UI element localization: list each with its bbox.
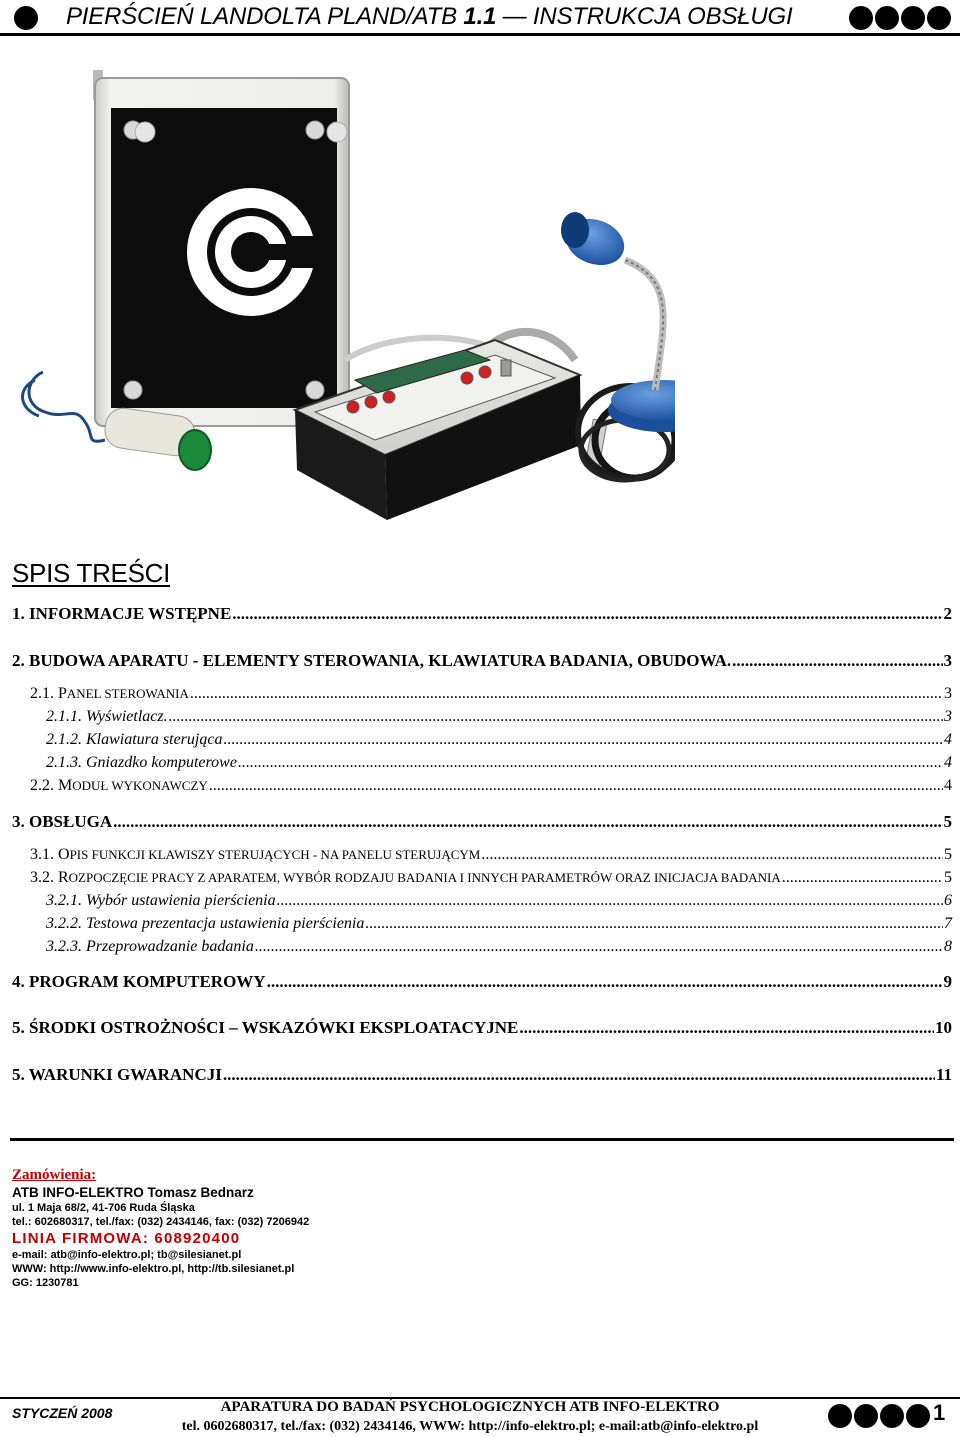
toc-dot-leader xyxy=(732,651,942,671)
toc-entry[interactable] xyxy=(46,938,952,956)
header-title-version: 1.1 xyxy=(463,3,497,30)
toc-entry-page: 5 xyxy=(944,869,952,886)
toc-dot-leader xyxy=(782,869,943,887)
toc-dot-leader xyxy=(481,846,943,864)
toc-entry-label: 4. PROGRAM KOMPUTEROWY xyxy=(12,972,266,991)
toc-entry-number: 3.1. O xyxy=(30,846,70,863)
toc-entry-title: ODUŁ WYKONAWCZY xyxy=(72,778,208,793)
toc-dot-leader xyxy=(238,754,943,772)
toc-dot-leader xyxy=(267,972,943,992)
toc-entry-page: 8 xyxy=(944,938,952,955)
toc-entry-number: 3.2. R xyxy=(30,869,69,886)
toc-entry-page: 11 xyxy=(935,1065,952,1084)
toc-entry-title: ANEL STEROWANIA xyxy=(66,686,189,701)
toc-entry[interactable] xyxy=(46,892,952,910)
toc-entry-page: 5 xyxy=(944,846,952,863)
bullet-dot-icon xyxy=(880,1404,904,1428)
toc-dot-leader xyxy=(232,604,942,624)
toc-entry-label: 2.1.1. Wyświetlacz. xyxy=(46,708,168,725)
contact-divider xyxy=(10,1138,954,1141)
orders-label: Zamówienia: xyxy=(12,1167,97,1183)
header-title-suffix: — INSTRUKCJA OBSŁUGI xyxy=(496,3,793,30)
toc-dot-leader xyxy=(255,938,943,956)
bullet-dot-icon xyxy=(828,1404,852,1428)
toc-dot-leader xyxy=(365,915,943,933)
toc-entry-label: 3.2.2. Testowa prezentacja ustawienia pierścienia xyxy=(46,915,365,932)
toc-entry-label xyxy=(30,685,189,703)
toc-entry-label: 3. OBSŁUGA xyxy=(12,812,113,831)
toc-entry-label xyxy=(30,846,480,864)
toc-entry-number: 2.1. P xyxy=(30,685,67,702)
bullet-dot-icon xyxy=(906,1404,930,1428)
company-gg: GG: 1230781 xyxy=(12,1277,79,1289)
toc-entry[interactable] xyxy=(30,846,952,864)
toc-entry-title: OZPOCZĘCIE PRACY Z APARATEM, WYBÓR RODZAJU BADANIA I INNYCH PARAMETRÓW ORAZ INICJACJA BADANIA xyxy=(68,870,781,885)
company-address: ul. 1 Maja 68/2, 41-706 Ruda Śląska xyxy=(12,1202,195,1214)
toc-entry-page: 9 xyxy=(943,972,952,991)
header-divider xyxy=(0,33,960,36)
toc-entry[interactable] xyxy=(12,1018,952,1038)
toc-entry[interactable] xyxy=(12,651,952,671)
toc-entry-label: 3.2.1. Wybór ustawienia pierścienia xyxy=(46,892,276,909)
toc-entry-page: 5 xyxy=(943,812,952,831)
toc-dot-leader xyxy=(209,777,943,795)
toc-entry-label: 3.2.3. Przeprowadzanie badania xyxy=(46,938,254,955)
toc-entry[interactable] xyxy=(12,972,952,992)
header-title xyxy=(66,3,792,31)
bullet-dot-icon xyxy=(849,6,873,30)
toc-dot-leader xyxy=(113,812,942,832)
company-hotline: LINIA FIRMOWA: 608920400 xyxy=(12,1230,241,1247)
toc-entry-page: 4 xyxy=(944,731,952,748)
footer-line-company: APARATURA DO BADAŃ PSYCHOLOGICZNYCH ATB INFO-ELEKTRO xyxy=(220,1399,720,1415)
footer-info xyxy=(140,1398,800,1436)
footer-dots xyxy=(828,1404,930,1428)
company-phones: tel.: 602680317, tel./fax: (032) 2434146, fax: (032) 7206942 xyxy=(12,1216,310,1228)
toc-entry-number: 2.2. M xyxy=(30,777,73,794)
toc-entry[interactable] xyxy=(12,812,952,832)
bullet-dot-icon xyxy=(854,1404,878,1428)
toc-entry-label xyxy=(30,869,781,887)
toc-entry-label: 2.1.3. Gniazdko komputerowe xyxy=(46,754,237,771)
toc-entry-label: 5. WARUNKI GWARANCJI xyxy=(12,1065,222,1084)
toc-entry[interactable] xyxy=(46,754,952,772)
toc-dot-leader xyxy=(169,708,943,726)
product-photo xyxy=(15,60,675,540)
toc-entry-label: 2.1.2. Klawiatura sterująca xyxy=(46,731,223,748)
toc-entry-page: 7 xyxy=(944,915,952,932)
toc-entry[interactable] xyxy=(12,604,952,624)
toc-entry-page: 2 xyxy=(943,604,952,623)
contact-block xyxy=(12,1166,309,1290)
bullet-dot-icon xyxy=(927,6,951,30)
toc-dot-leader xyxy=(190,685,943,703)
toc-entry-page: 3 xyxy=(943,651,952,670)
toc-entry-page: 4 xyxy=(944,754,952,771)
toc-entry-page: 6 xyxy=(944,892,952,909)
toc-entry[interactable] xyxy=(46,708,952,726)
company-name: ATB INFO-ELEKTRO Tomasz Bednarz xyxy=(12,1185,254,1200)
page-number: 1 xyxy=(933,1400,946,1425)
bullet-dot-icon xyxy=(14,6,38,30)
toc-entry[interactable] xyxy=(12,1065,952,1085)
toc-entry-page: 10 xyxy=(935,1018,952,1037)
toc-entry-page: 4 xyxy=(944,777,952,794)
toc-entry-page: 3 xyxy=(944,708,952,725)
header-title-main: PIERŚCIEŃ LANDOLTA PLAND/ATB xyxy=(66,3,464,30)
bullet-dot-icon xyxy=(875,6,899,30)
toc-entry-page: 3 xyxy=(944,685,952,702)
bullet-dot-icon xyxy=(901,6,925,30)
toc-heading: SPIS TREŚCI xyxy=(12,558,171,588)
toc-entry-label: 5. ŚRODKI OSTROŻNOŚCI – WSKAZÓWKI EKSPLOATACYJNE xyxy=(12,1018,519,1037)
toc-entry[interactable] xyxy=(46,915,952,933)
toc-dot-leader xyxy=(277,892,943,910)
toc-dot-leader xyxy=(519,1018,934,1038)
toc-entry[interactable] xyxy=(30,869,952,887)
toc-entry[interactable] xyxy=(30,685,952,703)
toc-entry[interactable] xyxy=(30,777,952,795)
toc-entry-label: 2. BUDOWA APARATU - ELEMENTY STEROWANIA, KLAWIATURA BADANIA, OBUDOWA. xyxy=(12,651,732,670)
toc-dot-leader xyxy=(223,1065,935,1085)
toc-entry-title: PIS FUNKCJI KLAWISZY STERUJĄCYCH - NA PANELU STERUJĄCYM xyxy=(69,847,481,862)
footer-line-contact: tel. 0602680317, tel./fax: (032) 2434146, WWW: http://info-elektro.pl; e-mail:atb@info-elektro.pl xyxy=(181,1419,759,1434)
page-header xyxy=(0,0,960,36)
company-email[interactable]: e-mail: atb@info-elektro.pl; tb@silesianet.pl xyxy=(12,1249,242,1261)
toc-entry-label: 1. INFORMACJE WSTĘPNE xyxy=(12,604,232,623)
header-dots xyxy=(849,6,951,30)
footer-date: STYCZEŃ 2008 xyxy=(12,1405,113,1421)
toc-dot-leader xyxy=(223,731,943,749)
toc-entry-label xyxy=(30,777,208,795)
company-www[interactable]: WWW: http://www.info-elektro.pl, http://tb.silesianet.pl xyxy=(12,1263,295,1275)
toc-entry[interactable] xyxy=(46,731,952,749)
